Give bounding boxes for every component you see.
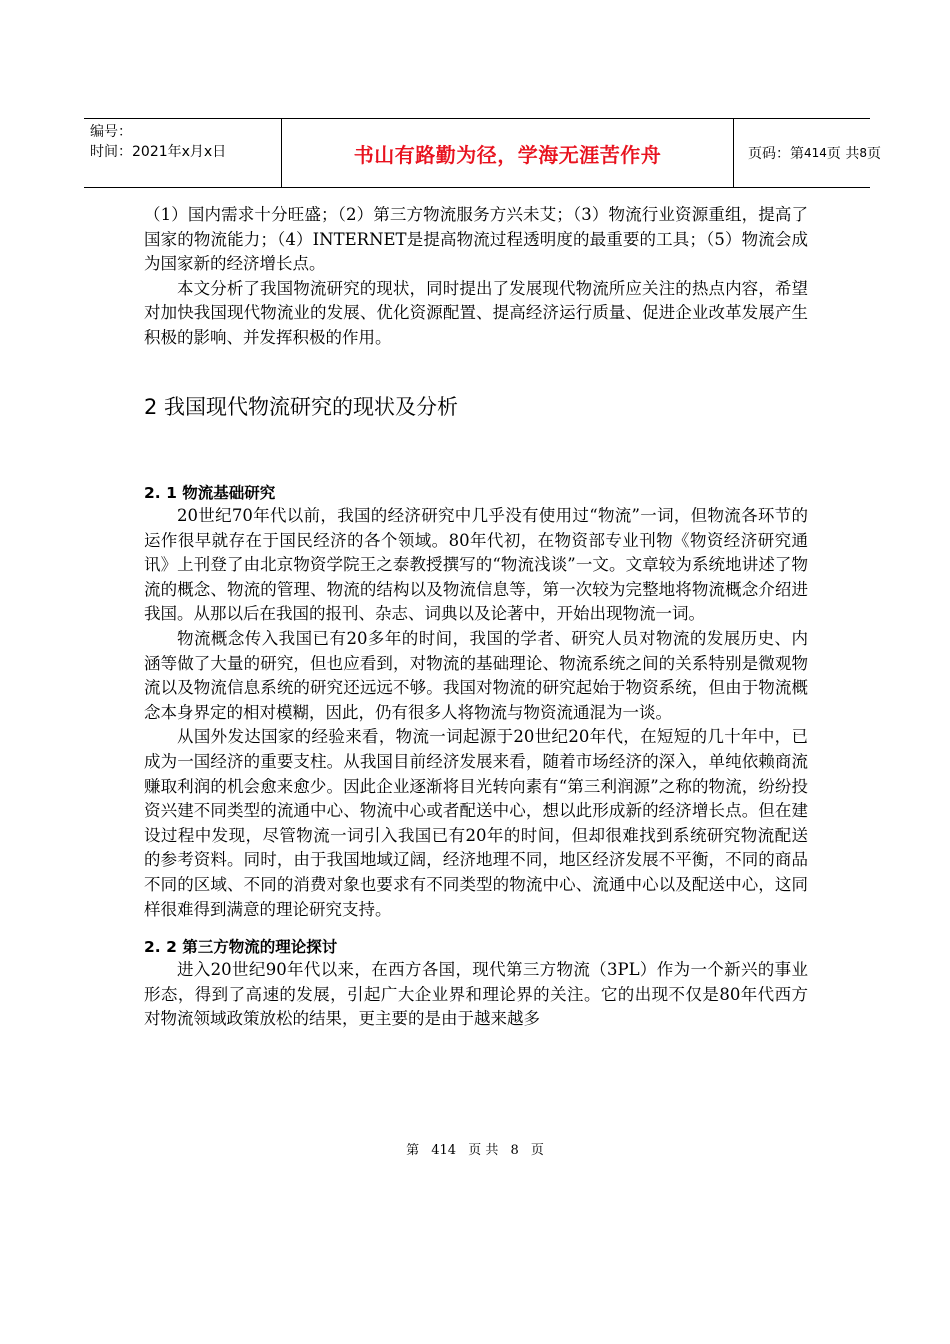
document-body: [144, 203, 808, 351]
footer-mid: 页 共: [468, 1143, 499, 1158]
section-heading-2: 2 我国现代物流研究的现状及分析: [144, 395, 459, 419]
subsection-heading-2-2: 2. 2 第三方物流的理论探讨: [144, 938, 338, 957]
subsection-heading-2-1: 2. 1 物流基础研究: [144, 484, 276, 502]
paragraph-basic-research: 20世纪70年代以前，我国的经济研究中几乎没有使用过“物流”一词，但物流各环节的运作很早就存在于国民经济的各个领域。80年代初，在物资部专业刊物《物资经济研究通讯》上刊登了由北京物资学院王之泰教授撰写的“物流浅谈”一文。文章较为系统地讲述了物流的概念、物流的管理、物流的结构以及物流信息等，第一次较为完整地将物流概念介绍进我国。从那以后在我国的报刊、杂志、词典以及论著中，开始出现物流一词。: [144, 506, 808, 624]
header-page-prefix: 页码：第: [748, 146, 804, 162]
section-2-body: [144, 482, 808, 1032]
paragraph-intro: 本文分析了我国物流研究的现状，同时提出了发展现代物流所应关注的热点内容，希望对加快我国现代物流业的发展、优化资源配置、提高经济运行质量、促进企业改革发展产生积极的影响、并发挥积极的作用。: [144, 278, 808, 347]
header-page-total: 8: [859, 146, 867, 160]
header-motto: 书山有路勤为径，学海无涯苦作舟: [282, 119, 734, 187]
header-meta: [84, 119, 282, 187]
footer-prefix: 第: [406, 1143, 420, 1158]
header-page-number: 414: [804, 146, 827, 160]
time-label: 时间：2021年x月x日: [90, 144, 227, 160]
paragraph-concept-history: 物流概念传入我国已有20多年的时间，我国的学者、研究人员对物流的发展历史、内涵等做了大量的研究，但也应看到，对物流的基础理论、物流系统之间的关系特别是微观物流以及物流信息系统的研究还远远不够。我国对物流的研究起始于物资系统，但由于物流概念本身界定的相对模糊，因此，仍有很多人将物流与物资流通混为一谈。: [144, 628, 808, 722]
footer-page-number: 414: [431, 1143, 457, 1158]
paragraph-3pl: 进入20世纪90年代以来，在西方各国，现代第三方物流（3PL）作为一个新兴的事业形态，得到了高速的发展，引起广大企业界和理论界的关注。它的出现不仅是80年代西方对物流领域政策放松的结果，更主要的是由于越来越多: [144, 960, 808, 1029]
header-page-info: [734, 119, 881, 187]
page-footer: [0, 1139, 950, 1158]
header-page-suffix: 页: [867, 146, 881, 162]
footer-suffix: 页: [530, 1143, 544, 1158]
serial-label: 编号：: [90, 124, 132, 140]
page-header: [84, 118, 881, 188]
paragraph-foreign-experience: 从国外发达国家的经验来看，物流一词起源于20世纪20年代，在短短的几十年中，已成为一国经济的重要支柱。从我国目前经济发展来看，随着市场经济的深入，单纯依赖商流赚取利润的机会愈来愈少。因此企业逐渐将目光转向素有“第三利润源”之称的物流，纷纷投资兴建不同类型的流通中心、物流中心或者配送中心，想以此形成新的经济增长点。但在建设过程中发现，尽管物流一词引入我国已有20年的时间，但却很难找到系统研究物流配送的参考资料。同时，由于我国地域辽阔，经济地理不同，地区经济发展不平衡，不同的商品不同的区域、不同的消费对象也要求有不同类型的物流中心、流通中心以及配送中心，这同样很难得到满意的理论研究支持。: [144, 727, 808, 919]
header-page-mid: 页 共: [826, 146, 860, 162]
paragraph-trends: （1）国内需求十分旺盛；（2）第三方物流服务方兴未艾；（3）物流行业资源重组，提高了国家的物流能力；（4）INTERNET是提高物流过程透明度的最重要的工具；（5）物流会成为国家新的经济增长点。: [144, 205, 808, 274]
footer-page-total: 8: [510, 1143, 519, 1158]
